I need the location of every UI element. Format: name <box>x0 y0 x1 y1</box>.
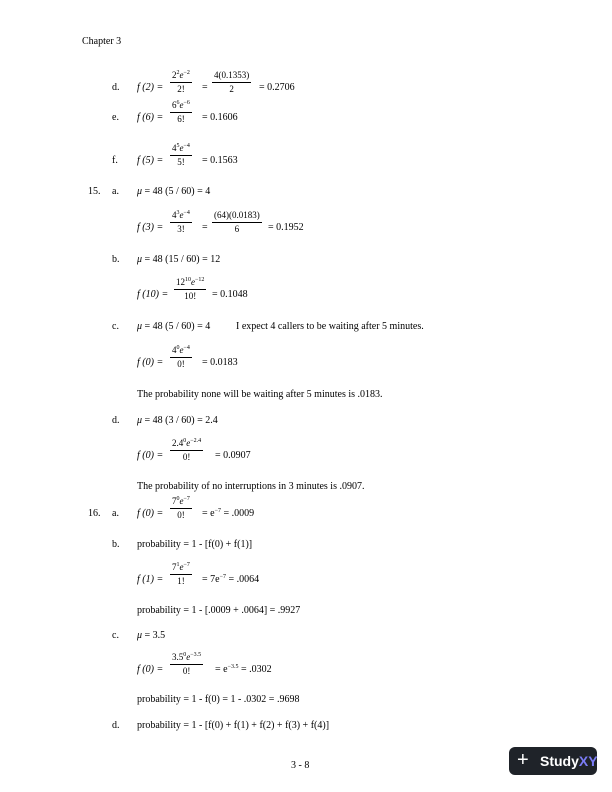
mu-equation: μ = 48 (5 / 60) = 4 <box>137 321 211 332</box>
fraction: $\frac{4(0.1353)}{2}$ <box>214 70 250 94</box>
fraction: $\frac{12^{10}e^{-12}}{10!}$ <box>176 277 205 301</box>
mu-equation: μ = 48 (15 / 60) = 12 <box>137 254 221 265</box>
probability-result: probability = 1 - [.0009 + .0064] = .9927 <box>137 605 301 616</box>
formula-result: = $e^{-7} = .0009$ <box>202 508 255 519</box>
fraction: $\frac{4^3e^{-4}}{3!}$ <box>172 210 190 234</box>
fraction: $\frac{2^2e^{-2}}{2!}$ <box>172 70 190 94</box>
item-label: d. <box>112 415 120 426</box>
interpretation-note: I expect 4 callers to be waiting after 5 minutes. <box>236 321 424 332</box>
probability-expression: probability = 1 - [f(0) + f(1)] <box>137 539 253 550</box>
item-label: c. <box>112 321 119 332</box>
formula-lhs: f (3) = <box>137 222 164 233</box>
item-label: d. <box>112 82 120 93</box>
fraction: $\frac{2.4^0e^{-2.4}}{0!}$ <box>172 438 202 462</box>
item-label: b. <box>112 254 120 265</box>
item-label: c. <box>112 630 119 641</box>
item-label: e. <box>112 112 119 123</box>
formula-result: = $7e^{-7} = .0064$ <box>202 574 260 585</box>
equals-sign: = <box>202 222 208 233</box>
item-label: a. <box>112 508 119 519</box>
brand-name: StudyXY <box>540 753 598 769</box>
probability-result: probability = 1 - f(0) = 1 - .0302 = .9698 <box>137 694 300 705</box>
studyxy-badge[interactable] <box>509 747 597 775</box>
item-label: f. <box>112 155 118 166</box>
page-number: 3 - 8 <box>291 760 310 771</box>
formula-lhs: f (0) = <box>137 450 164 461</box>
fraction: $\frac{3.5^0e^{-3.5}}{0!}$ <box>172 652 202 676</box>
formula-result: = 0.1952 <box>268 222 304 233</box>
item-label: b. <box>112 539 120 550</box>
chapter-header: Chapter 3 <box>82 36 122 47</box>
problem-number: 15. <box>88 186 101 197</box>
conclusion-sentence: The probability none will be waiting after 5 minutes is .0183. <box>137 389 383 400</box>
mu-equation: μ = 3.5 <box>137 630 166 641</box>
fraction: $\frac{7^1e^{-7}}{1!}$ <box>172 562 190 586</box>
mu-equation: μ = 48 (5 / 60) = 4 <box>137 186 211 197</box>
formula-result: = 0.1563 <box>202 155 238 166</box>
fraction: $\frac{4^5e^{-4}}{5!}$ <box>172 143 190 167</box>
formula-lhs: f (0) = <box>137 664 164 675</box>
formula-lhs: f (2) = <box>137 82 164 93</box>
formula-result: = 0.0907 <box>215 450 251 461</box>
conclusion-sentence: The probability of no interruptions in 3 minutes is .0907. <box>137 481 365 492</box>
problem-number: 16. <box>88 508 101 519</box>
formula-result: = $e^{-3.5} = .0302$ <box>215 664 272 675</box>
item-label: a. <box>112 186 119 197</box>
plus-icon: + <box>517 749 529 771</box>
equals-sign: = <box>202 82 208 93</box>
fraction: $\frac{7^0e^{-7}}{0!}$ <box>172 496 190 520</box>
item-label: d. <box>112 720 120 731</box>
formula-lhs: f (0) = <box>137 508 164 519</box>
formula-lhs: f (5) = <box>137 155 164 166</box>
fraction: $\frac{4^0e^{-4}}{0!}$ <box>172 345 190 369</box>
formula-lhs: f (1) = <box>137 574 164 585</box>
fraction: $\frac{6^6e^{-6}}{6!}$ <box>172 100 190 124</box>
formula-lhs: f (6) = <box>137 112 164 123</box>
formula-result: = 0.0183 <box>202 357 238 368</box>
fraction: $\frac{(64)(0.0183)}{6}$ <box>214 210 260 234</box>
probability-expression: probability = 1 - [f(0) + f(1) + f(2) + f(3) + f(4)] <box>137 720 330 731</box>
mu-equation: μ = 48 (3 / 60) = 2.4 <box>137 415 218 426</box>
formula-lhs: f (10) = <box>137 289 169 300</box>
formula-result: = 0.1048 <box>212 289 248 300</box>
formula-result: = 0.2706 <box>259 82 295 93</box>
formula-lhs: f (0) = <box>137 357 164 368</box>
formula-result: = 0.1606 <box>202 112 238 123</box>
